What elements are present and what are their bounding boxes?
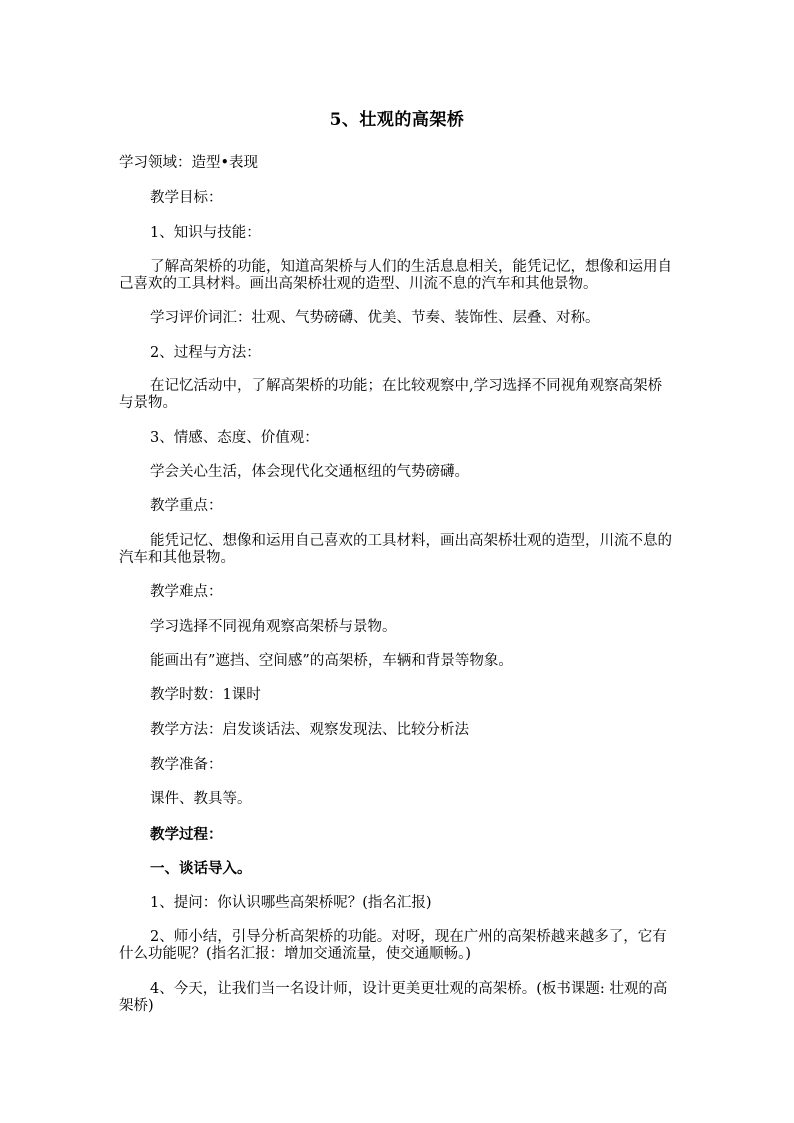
paragraph-step-1: 1、提问：你认识哪些高架桥呢？(指名汇报) <box>150 895 432 911</box>
paragraph-key-points: 教学重点： <box>150 498 223 514</box>
document-title: 5、壮观的高架桥 <box>329 110 465 130</box>
paragraph-preparation-detail: 课件、教具等。 <box>150 791 252 807</box>
paragraph-teaching-methods: 教学方法：启发谈话法、观察发现法、比较分析法 <box>150 722 469 738</box>
paragraph-teaching-goals: 教学目标： <box>150 190 223 206</box>
paragraph-process-detail: 在记忆活动中，了解高架桥的功能；在比较观察中,学习选择不同视角观察高架桥与景物。 <box>119 378 663 411</box>
paragraph-difficulties: 教学难点： <box>150 584 223 600</box>
paragraph-learning-area: 学习领域：造型•表现 <box>119 155 259 171</box>
paragraph-difficulty-1: 学习选择不同视角观察高架桥与景物。 <box>150 619 397 635</box>
paragraph-step-2: 2、师小结，引导分析高架桥的功能。对呀，现在广州的高架桥越来越多了，它有什么功能呢？(指名汇报：增加交通流量，使交通顺畅。) <box>119 929 667 962</box>
paragraph-section-intro: 一、谈话导入。 <box>150 860 252 877</box>
paragraph-key-points-detail: 能凭记忆、想像和运用自己喜欢的工具材料，画出高架桥壮观的造型，川流不息的汽车和其他景物。 <box>119 533 672 566</box>
paragraph-knowledge-skills: 1、知识与技能： <box>150 225 261 241</box>
paragraph-evaluation-words: 学习评价词汇：壮观、气势磅礴、优美、节奏、装饰性、层叠、对称。 <box>150 310 600 326</box>
paragraph-step-4: 4、今天，让我们当一名设计师，设计更美更壮观的高架桥。(板书课题: 壮观的高架桥) <box>119 981 668 1014</box>
paragraph-teaching-process: 教学过程： <box>150 826 223 843</box>
paragraph-class-hours: 教学时数：1课时 <box>150 687 261 703</box>
paragraph-process-methods: 2、过程与方法： <box>150 345 261 361</box>
paragraph-emotion-values: 3、情感、态度、价值观： <box>150 430 319 446</box>
paragraph-preparation: 教学准备： <box>150 757 223 773</box>
paragraph-emotion-detail: 学会关心生活，体会现代化交通枢纽的气势磅礴。 <box>150 464 469 480</box>
paragraph-difficulty-2: 能画出有”遮挡、空间感”的高架桥，车辆和背景等物象。 <box>150 653 513 669</box>
paragraph-knowledge-detail: 了解高架桥的功能，知道高架桥与人们的生活息息相关，能凭记忆，想像和运用自己喜欢的工具材料。画出高架桥壮观的造型、川流不息的汽车和其他景物。 <box>119 259 672 292</box>
